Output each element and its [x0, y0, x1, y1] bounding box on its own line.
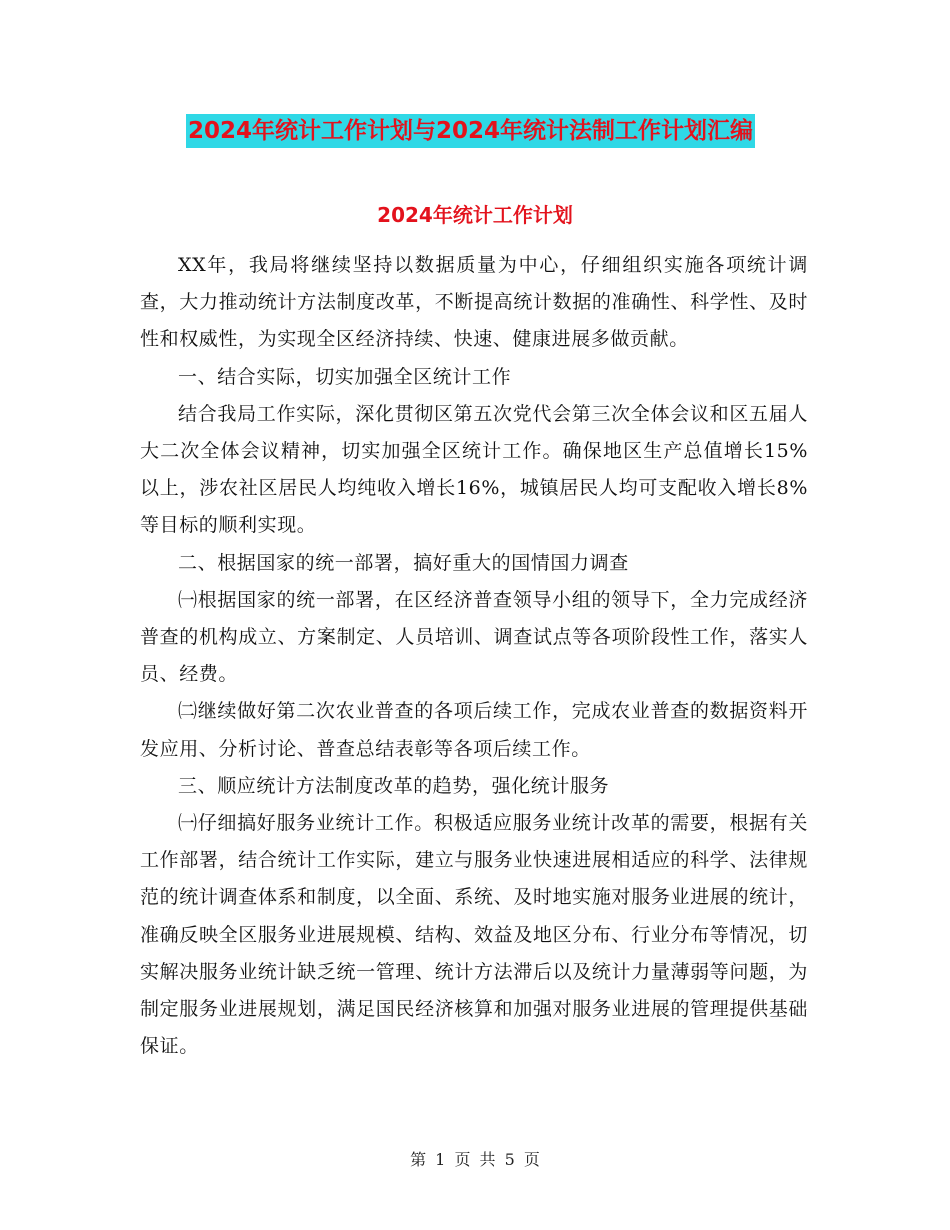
document-body — [140, 247, 808, 1065]
heading-section-1: 一、结合实际，切实加强全区统计工作 — [178, 365, 512, 388]
page-footer: 第 1 页 共 5 页 — [410, 1150, 540, 1169]
document-main-title: 2024年统计工作计划与2024年统计法制工作计划汇编 — [186, 114, 755, 148]
heading-section-2: 二、根据国家的统一部署，搞好重大的国情国力调查 — [178, 551, 629, 574]
heading-section-3: 三、顺应统计方法制度改革的趋势，强化统计服务 — [178, 774, 610, 797]
paragraph-section-2-item-1: ㈠根据国家的统一部署，在区经济普查领导小组的领导下，全力完成经济普查的机构成立、方案制定、人员培训、调查试点等各项阶段性工作，落实人员、经费。 — [140, 588, 808, 686]
paragraph-section-1: 结合我局工作实际，深化贯彻区第五次党代会第三次全体会议和区五届人大二次全体会议精神，切实加强全区统计工作。确保地区生产总值增长15%以上，涉农社区居民人均纯收入增长16%，城镇居民人均可支配收入增长8%等目标的顺利实现。 — [140, 402, 808, 537]
paragraph-section-2-item-2: ㈡继续做好第二次农业普查的各项后续工作，完成农业普查的数据资料开发应用、分析讨论、普查总结表彰等各项后续工作。 — [140, 700, 808, 760]
paragraph-section-3-item-1: ㈠仔细搞好服务业统计工作。积极适应服务业统计改革的需要，根据有关工作部署，结合统计工作实际，建立与服务业快速进展相适应的科学、法律规范的统计调查体系和制度，以全面、系统、及时地实施对服务业进展的统计，准确反映全区服务业进展规模、结构、效益及地区分布、行业分布等情况，切实解决服务业统计缺乏统一管理、统计方法滞后以及统计力量薄弱等问题，为制定服务业进展规划，满足国民经济核算和加强对服务业进展的管理提供基础保证。 — [140, 812, 808, 1058]
section-title: 2024年统计工作计划 — [377, 203, 573, 227]
paragraph-intro: XX年，我局将继续坚持以数据质量为中心，仔细组织实施各项统计调查，大力推动统计方法制度改革，不断提高统计数据的准确性、科学性、及时性和权威性，为实现全区经济持续、快速、健康进展多做贡献。 — [140, 254, 808, 351]
